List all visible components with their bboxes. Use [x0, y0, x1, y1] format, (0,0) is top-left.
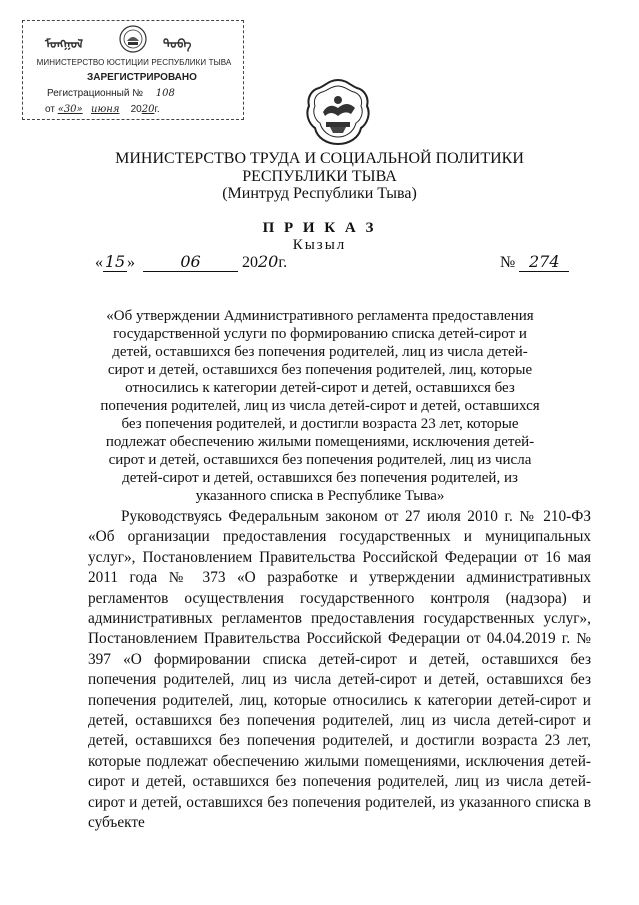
document-body: Руководствуясь Федеральным законом от 27 июля 2010 г. № 210-ФЗ «Об организации предоставления государственных и муниципальных услуг», Постановлением Правительства Российской Федерации от 16 мая 2011 года № 373 «О разработке и утверждении административных регламентов осуществления государственного контроля (надзора) и административных регламентов предоставления государственных услуг», Постановлением Правительства Российской Федерации от 04.04.2019 г. № 397 «О формировании списка детей-сирот и детей, оставшихся без попечения родителей, лиц из числа детей-сирот и детей, оставшихся без попечения родителей, лиц, которые относились к категории детей-сирот и детей, оставшихся без попечения родителей, лиц из числа детей-сирот и детей, оставшихся без попечения родителей, и достигли возраста 23 лет, которые подлежат обеспечению жилыми помещениями, исключения детей-сирот и детей, оставшихся без попечения родителей, лиц из числа детей-сирот и детей, оставшихся без попечения родителей, из указанного списка в субъекте — [88, 508, 591, 832]
document-date — [95, 252, 287, 272]
stamp-date-from: от — [45, 104, 55, 115]
stamp-date-year-end: г. — [154, 104, 160, 115]
number-label: № — [500, 254, 516, 271]
date-close-quote: » — [127, 254, 135, 271]
stamp-date-month: июня — [91, 104, 120, 115]
date-day: 15 — [104, 252, 126, 271]
stamp-date-line — [45, 104, 160, 115]
stamp-date-year-prefix: 20 — [130, 104, 142, 115]
stamp-reg-number: 108 — [155, 88, 175, 99]
date-year-suffix: 20 — [258, 252, 279, 271]
date-year-prefix: 20 — [242, 254, 258, 271]
stamp-script-left: ᠮᠣᠩᠭᠣᠯ — [45, 37, 83, 51]
coat-of-arms-icon — [305, 78, 371, 146]
stamp-date-day: «30» — [57, 104, 83, 115]
number-value: 274 — [519, 252, 569, 272]
document-number — [500, 252, 569, 272]
ministry-title: МИНИСТЕРСТВО ТРУДА И СОЦИАЛЬНОЙ ПОЛИТИКИ — [115, 150, 524, 167]
date-month: 06 — [143, 252, 238, 272]
stamp-emblem-icon — [118, 24, 148, 54]
stamp-registration-number-line — [47, 88, 175, 99]
registration-stamp — [22, 20, 244, 120]
date-year-end: г. — [278, 254, 288, 271]
date-open-quote: « — [95, 254, 103, 271]
document-subject: «Об утверждении Административного регламента предоставления государственной услуги по формированию списка детей-сирот и детей, оставшихся без попечения родителей, лиц из числа детей-сирот и детей, оставшихся без попечения родителей, лиц, которые относились к категории детей-сирот и детей, оставшихся без попечения родителей, лиц из числа детей-сирот и детей, оставшихся без попечения родителей, и достигли возраста 23 лет, которые подлежат обеспечению жилыми помещениями, исключения детей-сирот и детей, оставшихся без попечения родителей, лиц из числа детей-сирот и детей, оставшихся без попечения родителей, из указанного списка в Республике Тыва» — [100, 308, 540, 504]
document-type: П Р И К А З — [262, 220, 377, 236]
document-city: Кызыл — [292, 237, 347, 253]
republic-title: РЕСПУБЛИКИ ТЫВА — [242, 168, 397, 185]
ministry-short-name: (Минтруд Республики Тыва) — [222, 185, 417, 202]
stamp-ministry-of-justice: МИНИСТЕРСТВО ЮСТИЦИИ РЕСПУБЛИКИ ТЫВА — [36, 58, 232, 67]
stamp-script-right: ᠲᠣᠪᠠ — [163, 37, 192, 51]
stamp-registered-label: ЗАРЕГИСТРИРОВАНО — [87, 72, 197, 83]
stamp-reg-label: Регистрационный № — [47, 88, 143, 99]
stamp-date-year-suffix: 20 — [141, 104, 155, 115]
